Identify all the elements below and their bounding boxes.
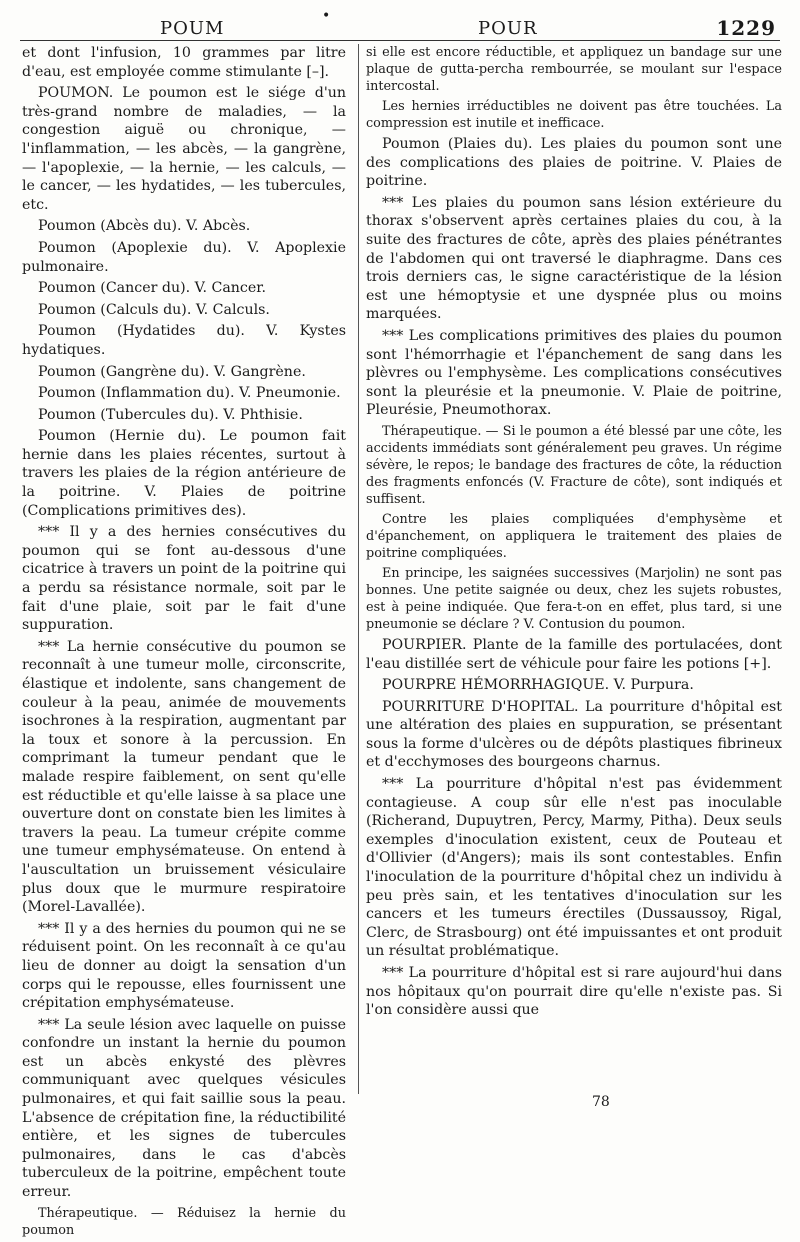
entry-pourriture: POURRITURE D'HOPITAL. La pourriture d'hôpital est une altération des plaies en suppuration, se présentant sous la forme d'ulcères ou de dépôts plastiques fibrineux et d'ecchymoses des bourgeons charnus.	[366, 698, 782, 771]
running-header	[36, 8, 782, 42]
entry-poumon-gangrene: Poumon (Gangrène du). V. Gangrène.	[38, 363, 306, 380]
paragraph: *** Les plaies du poumon sans lésion extérieure du thorax s'observent après certaines plaies du cou, à la suite des fractures de côte, après des plaies pénétrantes de l'abdomen qui ont traversé le diaphragme. Dans ces trois derniers cas, le signe caractéristique de la lésion est une hémoptysie et une dyspnée plus ou moins marquées.	[366, 194, 782, 323]
entry-poumon-abces: Poumon (Abcès du). V. Abcès.	[38, 218, 251, 235]
header-rule	[20, 40, 780, 41]
header-left-word: POUM	[160, 18, 225, 39]
paragraph: Les hernies irréductibles ne doivent pas être touchées. La compression est inutile et inefficace.	[366, 99, 782, 131]
header-mark: •	[322, 8, 332, 24]
entry-pourpier: POURPIER. Plante de la famille des portulacées, dont l'eau distillée sert de véhicule pour faire les potions [+].	[366, 636, 782, 672]
paragraph: Contre les plaies compliquées d'emphysème et d'épanchement, on appliquera le traitement des plaies de poitrine compliquées.	[366, 511, 782, 561]
paragraph: *** Il y a des hernies consécutives du poumon qui se font au-dessous d'une cicatrice à travers un point de la poitrine qui a perdu sa résistance normale, soit par le fait d'une plaie, soit par le fait d'une suppuration.	[22, 524, 346, 634]
paragraph: *** Les complications primitives des plaies du poumon sont l'hémorrhagie et l'épanchement de sang dans les plèvres ou l'emphysème. Les complications consécutives sont la pleurésie et la pneumonie. V. Plaie de poitrine, Pleurésie, Pneumothorax.	[366, 327, 782, 419]
paragraph: *** Il y a des hernies du poumon qui ne se réduisent point. On les reconnaît à ce qu'au lieu de donner au doigt la sensation d'un corps qui le repousse, elles fournissent une crépitation emphysémateuse.	[22, 920, 346, 1012]
column-divider	[358, 44, 359, 1094]
paragraph: *** La pourriture d'hôpital n'est pas évidemment contagieuse. A coup sûr elle n'est pas inoculable (Richerand, Dupuytren, Percy, Marmy, Pitha). Deux seuls exemples d'inoculation existent, ceux de Pouteau et d'Ollivier (d'Angers); mais ils sont contestables. Enfin l'inoculation de la pourriture d'hôpital chez un individu à peu près sain, et les tentatives d'inoculation sur les cancers et les tumeurs érectiles (Dussaussoy, Rigal, Clerc, de Strasbourg) ont été impuissantes et ont produit un résultat problématique.	[366, 776, 782, 960]
therapeutique-note: Thérapeutique. — Réduisez la hernie du poumon	[22, 1205, 346, 1238]
entry-poumon-cancer: Poumon (Cancer du). V. Cancer.	[38, 280, 266, 297]
entry-poumon-calculs: Poumon (Calculs du). V. Calculs.	[38, 301, 270, 318]
paragraph: *** La seule lésion avec laquelle on puisse confondre un instant la hernie du poumon est un abcès enkysté des plèvres communiquant avec quelques vésicules pulmonaires, et qui fait saillie sous la peau. L'absence de crépitation fine, la réductibilité entière, et les signes de tubercules pulmonaires, dans le cas d'abcès tuberculeux de la poitrine, empêchent toute erreur.	[22, 1016, 346, 1201]
entry-poumon-hydatides: Poumon (Hydatides du). V. Kystes hydatiques.	[22, 323, 346, 358]
signature-mark: 78	[592, 1094, 610, 1110]
right-column	[366, 44, 782, 1023]
entry-poumon-plaies: Poumon (Plaies du). Les plaies du poumon sont une des complications des plaies de poitrine. V. Plaies de poitrine.	[366, 136, 782, 190]
entry-poumon-hernie: Poumon (Hernie du). Le poumon fait hernie dans les plaies récentes, surtout à travers les plaies de la région antérieure de la poitrine. V. Plaies de poitrine (Complications primitives des).	[22, 428, 346, 519]
therapeutique-note: Thérapeutique. — Si le poumon a été blessé par une côte, les accidents immédiats sont généralement peu graves. Un régime sévère, le repos; le bandage des fractures de côte, la réduction des fragments enfoncés (V. Fracture de côte), sont indiqués et suffisent.	[366, 423, 782, 507]
paragraph: si elle est encore réductible, et appliquez un bandage sur une plaque de gutta-percha rembourrée, se moulant sur l'espace intercostal.	[366, 45, 782, 94]
left-column	[22, 44, 346, 1242]
paragraph: *** La pourriture d'hôpital est si rare aujourd'hui dans nos hôpitaux qu'on pourrait dire qu'elle n'existe pas. Si l'on considère aussi que	[366, 965, 782, 1019]
paragraph: et dont l'infusion, 10 grammes par litre d'eau, est employée comme stimulante [–].	[22, 45, 346, 80]
entry-poumon-apoplexie: Poumon (Apoplexie du). V. Apoplexie pulmonaire.	[22, 239, 346, 275]
paragraph: En principe, les saignées successives (Marjolin) ne sont pas bonnes. Une petite saignée ou deux, chez les sujets robustes, est à peine indiquée. Que fera-t-on en effet, plus tard, si une pneumonie se déclare ? V. Contusion du poumon.	[366, 565, 782, 632]
page-number: 1229	[716, 16, 776, 40]
header-center-word: POUR	[478, 18, 538, 39]
entry-pourpre: POURPRE HÉMORRHAGIQUE. V. Purpura.	[382, 677, 694, 694]
entry-poumon-tubercules: Poumon (Tubercules du). V. Phthisie.	[38, 406, 303, 423]
entry-poumon: POUMON. Le poumon est le siége d'un très-grand nombre de maladies, — la congestion aiguë ou chronique, — l'inflammation, — les abcès, — la gangrène, — l'apoplexie, — la hernie, — les calculs, — le cancer, — les hydatides, — les tubercules, etc.	[22, 85, 346, 213]
entry-poumon-inflammation: Poumon (Inflammation du). V. Pneumonie.	[38, 385, 341, 402]
paragraph: *** La hernie consécutive du poumon se reconnaît à une tumeur molle, circonscrite, élastique et indolente, sans changement de couleur à la peau, animée de mouvements isochrones à la respiration, augmentant par la toux et sonore à la percussion. En comprimant la tumeur pendant que le malade respire faiblement, on sent qu'elle est réductible et qu'elle laisse à sa place une ouverture dont on constate bien les limites à travers la peau. La tumeur crépite comme une tumeur emphysémateuse. On entend à l'auscultation un bruissement vésiculaire plus doux que le murmure respiratoire (Morel-Lavallée).	[22, 638, 346, 916]
